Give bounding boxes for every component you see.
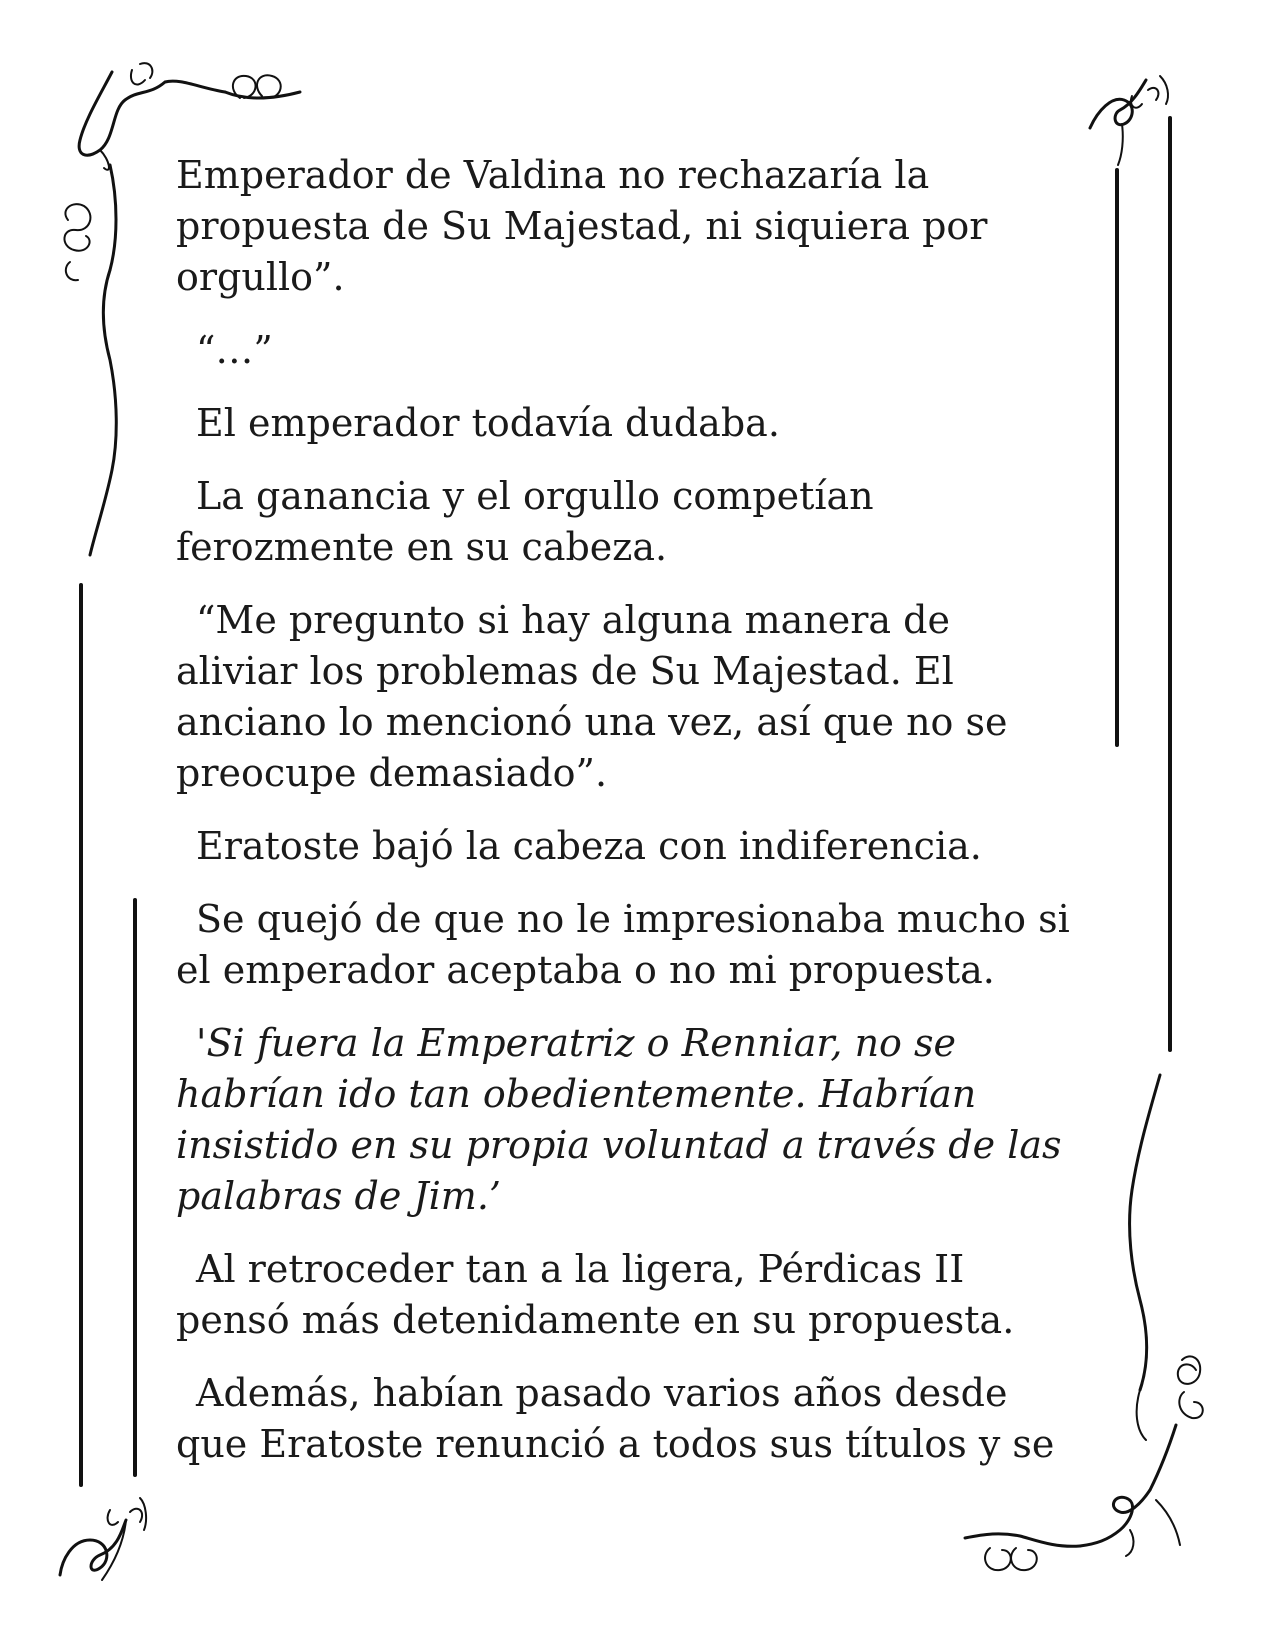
paragraph-8-thought: 'Si fuera la Emperatriz o Renniar, no se habrían ido tan obedientemente. Habrían insistido en su propia voluntad a través de las palabras de Jim.’	[176, 1021, 1062, 1218]
paragraph-1: Emperador de Valdina no rechazaría la propuesta de Su Majestad, ni siquiera por orgullo”.	[176, 153, 988, 299]
paragraph-10: Además, habían pasado varios años desde que Eratoste renunció a todos sus títulos y se	[176, 1371, 1055, 1466]
paragraph-7: Se quejó de que no le impresionaba mucho si el emperador aceptaba o no mi propuesta.	[176, 897, 1070, 992]
paragraph-6: Eratoste bajó la cabeza con indiferencia.	[196, 824, 982, 868]
page-text-body	[176, 150, 1096, 1492]
paragraph-4: La ganancia y el orgullo competían ferozmente en su cabeza.	[176, 474, 874, 569]
flourish-bottom-left-icon	[60, 1498, 146, 1580]
paragraph-9: Al retroceder tan a la ligera, Pérdicas II pensó más detenidamente en su propuesta.	[176, 1247, 1015, 1342]
paragraph-5: “Me pregunto si hay alguna manera de aliviar los problemas de Su Majestad. El anciano lo mencionó una vez, así que no se preocupe demasiado”.	[176, 598, 1008, 795]
flourish-top-right-icon	[1090, 76, 1168, 165]
paragraph-3: El emperador todavía dudaba.	[196, 401, 780, 445]
paragraph-2: “…”	[196, 328, 273, 372]
